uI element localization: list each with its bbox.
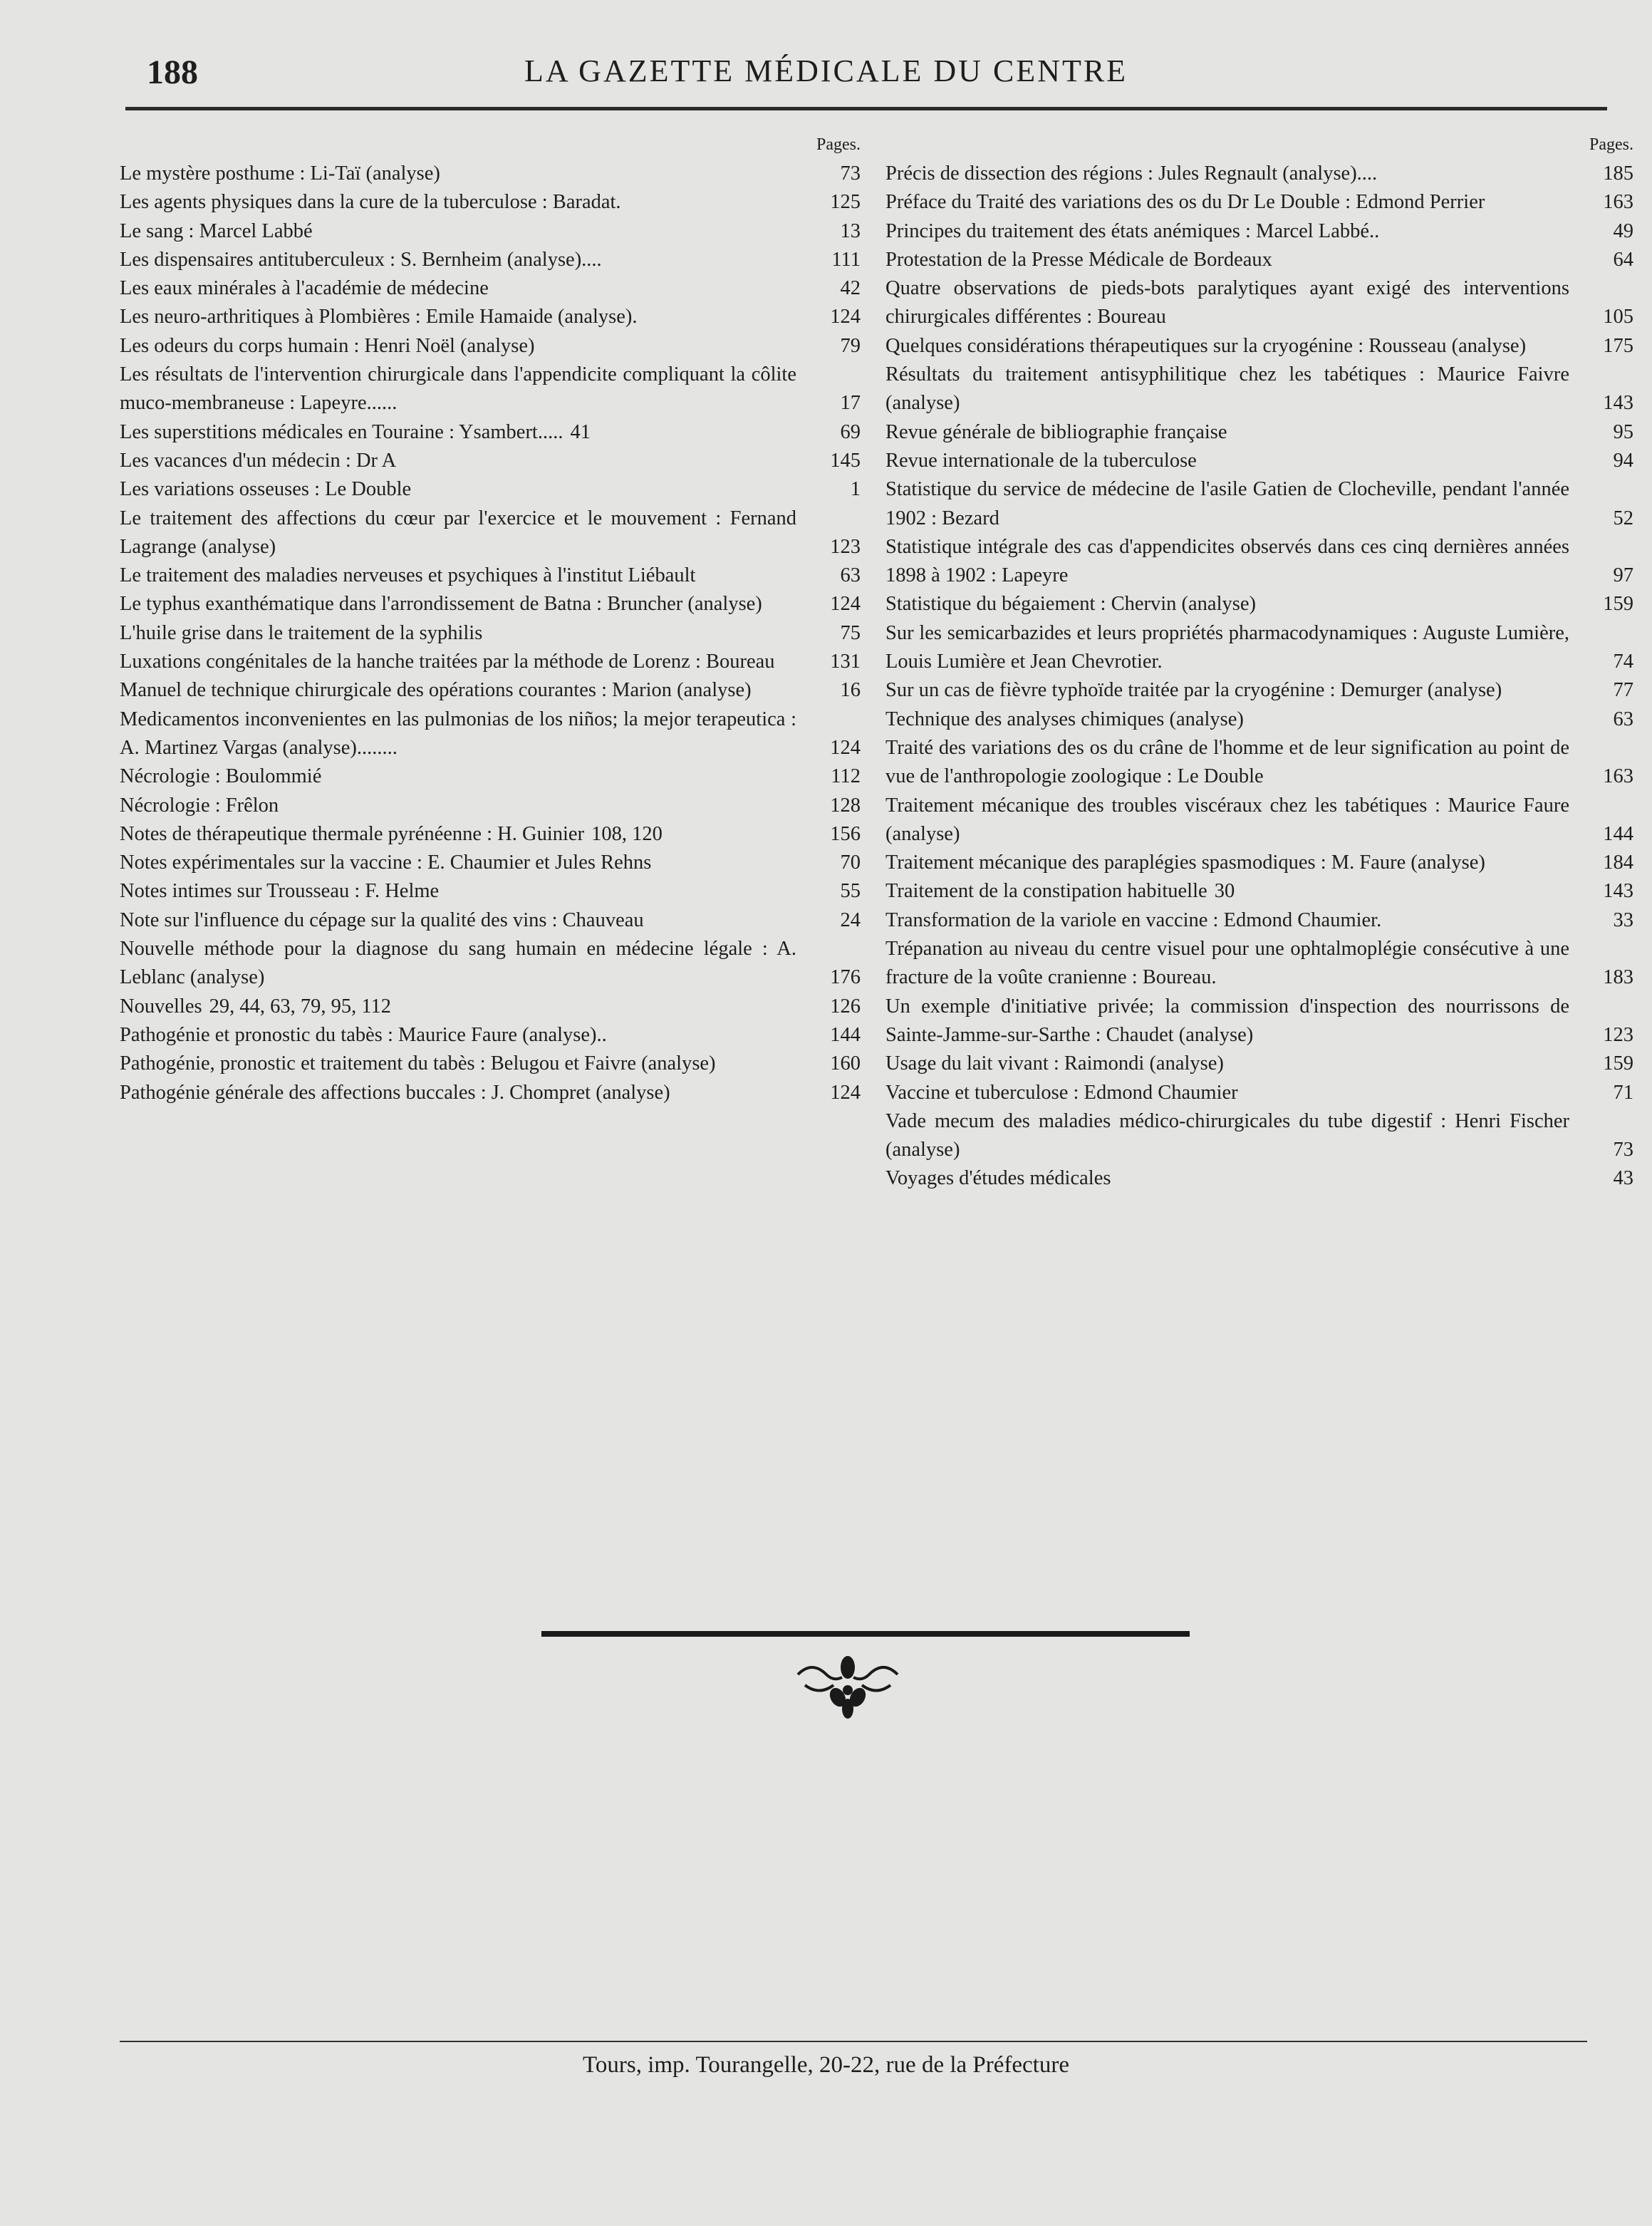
index-entry [120,820,861,849]
entry-extra-pages: 29, 44, 63, 79, 95, 112 [209,995,392,1018]
entry-title: Principes du traitement des états anémiques : Marcel Labbé.. [885,219,1380,242]
index-entry [120,303,861,331]
entry-title: Medicamentos inconvenientes en las pulmonias de los niños; la mejor terapeutica : A. Martinez Vargas (analyse)........ [120,708,796,759]
entry-title: Revue internationale de la tuberculose [885,449,1197,472]
index-list-left [120,160,861,1107]
entry-page-number: 77 [1613,679,1633,702]
header-rule [125,107,1607,110]
index-list-right [885,160,1633,1194]
entry-page-number: 13 [840,219,861,242]
entry-page-number: 70 [840,851,861,874]
entry-page-number: 63 [840,564,861,587]
journal-title: LA GAZETTE MÉDICALE DU CENTRE [524,53,1128,88]
entry-page-number: 16 [840,679,861,702]
pages-label: Pages. [816,135,861,154]
printer-imprint: Tours, imp. Tourangelle, 20-22, rue de la Préfecture [583,2052,1069,2078]
index-entry [885,217,1633,246]
index-entry [885,188,1633,217]
entry-page-number: 185 [1603,162,1633,185]
entry-page-number: 124 [830,593,861,616]
entry-title: Traitement mécanique des paraplégies spasmodiques : M. Faure (analyse) [885,851,1485,874]
index-entry [885,590,1633,618]
entry-page-number: 160 [830,1052,861,1075]
index-entry [885,935,1633,993]
entry-title: Notes expérimentales sur la vaccine : E. Chaumier et Jules Rehns [120,851,652,874]
entry-page-number: 69 [840,420,861,443]
entry-page-number: 124 [830,306,861,328]
entry-title: Protestation de la Presse Médicale de Bordeaux [885,248,1272,271]
index-column-left [120,135,861,1107]
index-entry [120,361,861,418]
entry-page-number: 64 [1613,248,1633,271]
entry-title: Le traitement des maladies nerveuses et psychiques à l'institut Liébault [120,564,696,587]
entry-title: L'huile grise dans le traitement de la syphilis [120,621,483,644]
index-entry [120,619,861,648]
entry-title: Les agents physiques dans la cure de la tuberculose : Baradat. [120,191,621,214]
entry-title: Revue générale de bibliographie française [885,420,1227,443]
index-entry [885,274,1633,332]
index-entry [120,935,861,993]
entry-page-number: 143 [1603,392,1633,415]
entry-title: Statistique du bégaiement : Chervin (analyse) [885,593,1256,616]
entry-title: Les eaux minérales à l'académie de médecine [120,277,489,300]
entry-page-number: 75 [840,621,861,644]
entry-extra-pages: 30 [1214,880,1235,903]
index-entry [120,274,861,303]
entry-title: Préface du Traité des variations des os du Dr Le Double : Edmond Perrier [885,191,1485,214]
index-entry [120,676,861,705]
index-entry [885,418,1633,447]
entry-title: Voyages d'études médicales [885,1167,1111,1190]
entry-page-number: 128 [830,794,861,817]
entry-title: Quelques considérations thérapeutiques sur la cryogénine : Rousseau (analyse) [885,334,1527,357]
entry-page-number: 124 [830,1081,861,1104]
entry-title: Traitement de la constipation habituelle [885,880,1207,903]
index-entry [120,1021,861,1050]
entry-page-number: 111 [831,248,861,271]
entry-title: Manuel de technique chirurgicale des opérations courantes : Marion (analyse) [120,679,752,702]
index-entry [120,993,861,1021]
entry-title: Nouvelle méthode pour la diagnose du sang humain en médecine légale : A. Leblanc (analyse) [120,938,796,989]
entry-title: Le traitement des affections du cœur par l'exercice et le mouvement : Fernand Lagrange (analyse) [120,507,796,558]
index-entry [885,1107,1633,1165]
entry-page-number: 124 [830,736,861,759]
entry-title: Le typhus exanthématique dans l'arrondissement de Batna : Bruncher (analyse) [120,593,762,616]
entry-title: Vaccine et tuberculose : Edmond Chaumier [885,1081,1238,1104]
entry-page-number: 73 [840,162,861,185]
index-entry [120,1079,861,1107]
entry-page-number: 105 [1603,306,1633,328]
entry-title: Trépanation au niveau du centre visuel pour une ophtalmoplégie consécutive à une fracture de la voûte cranienne : Boureau. [885,938,1569,989]
entry-page-number: 175 [1603,334,1633,357]
entry-page-number: 112 [831,765,861,788]
index-entry [120,447,861,475]
entry-page-number: 176 [830,966,861,989]
footer-rule [120,2041,1587,2042]
entry-title: Vade mecum des maladies médico-chirurgicales du tube digestif : Henri Fischer (analyse) [885,1109,1569,1161]
entry-title: Notes intimes sur Trousseau : F. Helme [120,880,440,903]
index-entry [885,361,1633,418]
index-entry [885,533,1633,591]
entry-page-number: 123 [830,535,861,558]
index-entry [885,1079,1633,1107]
entry-page-number: 159 [1603,593,1633,616]
entry-page-number: 49 [1613,219,1633,242]
entry-page-number: 156 [830,822,861,845]
index-entry [120,246,861,274]
entry-title: Le mystère posthume : Li-Taï (analyse) [120,162,440,185]
index-column-right [885,135,1633,1194]
index-entry [885,993,1633,1050]
entry-title: Transformation de la variole en vaccine : Edmond Chaumier. [885,908,1382,931]
page-header [0,41,1652,98]
entry-title: Nécrologie : Boulommié [120,765,322,788]
entry-page-number: 42 [840,277,861,300]
index-entry [120,504,861,562]
index-entry [885,676,1633,705]
index-entry [120,217,861,246]
floral-ornament-icon [791,1646,905,1724]
index-entry [885,906,1633,935]
entry-title: Pathogénie générale des affections buccales : J. Chompret (analyse) [120,1081,670,1104]
index-entry [885,877,1633,906]
entry-page-number: 79 [840,334,861,357]
entry-title: Statistique intégrale des cas d'appendicites observés dans ces cinq dernières années 1898 à 1902 : Lapeyre [885,535,1569,587]
entry-title: Traité des variations des os du crâne de l'homme et de leur signification au point de vue de l'anthropologie zoologique : Le Double [885,736,1569,788]
entry-page-number: 183 [1603,966,1633,989]
index-entry [120,792,861,820]
entry-page-number: 163 [1603,765,1633,788]
index-entry [120,188,861,217]
entry-page-number: 144 [830,1023,861,1046]
entry-page-number: 63 [1613,708,1633,730]
entry-title: Usage du lait vivant : Raimondi (analyse) [885,1052,1224,1075]
entry-title: Les odeurs du corps humain : Henri Noël (analyse) [120,334,535,357]
entry-page-number: 24 [840,908,861,931]
index-entry [120,160,861,188]
entry-title: Sur les semicarbazides et leurs propriétés pharmacodynamiques : Auguste Lumière, Louis Lumière et Jean Chevrotier. [885,621,1569,673]
entry-page-number: 55 [840,880,861,903]
index-entry [120,332,861,361]
entry-title: Pathogénie, pronostic et traitement du tabès : Belugou et Faivre (analyse) [120,1052,716,1075]
page-number: 188 [147,53,198,91]
index-entry [885,734,1633,792]
index-entry [120,849,861,877]
entry-page-number: 43 [1613,1167,1633,1190]
index-entry [120,906,861,935]
entry-title: Un exemple d'initiative privée; la commission d'inspection des nourrissons de Sainte-Jamme-sur-Sarthe : Chaudet (analyse) [885,995,1569,1046]
entry-title: Résultats du traitement antisyphilitique chez les tabétiques : Maurice Faivre (analyse) [885,363,1569,415]
index-entry [120,475,861,504]
entry-page-number: 143 [1603,880,1633,903]
entry-title: Notes de thérapeutique thermale pyrénéenne : H. Guinier [120,822,585,845]
entry-page-number: 71 [1613,1081,1633,1104]
entry-title: Les neuro-arthritiques à Plombières : Emile Hamaide (analyse). [120,306,638,328]
index-entry [120,762,861,791]
index-entry [885,792,1633,849]
index-entry [885,1050,1633,1078]
index-entry [120,877,861,906]
index-entry [120,1050,861,1078]
entry-page-number: 94 [1613,449,1633,472]
index-entry [885,619,1633,677]
index-entry [885,705,1633,734]
index-entry [120,705,861,763]
index-entry [885,447,1633,475]
entry-title: Les vacances d'un médecin : Dr A [120,449,397,472]
entry-page-number: 123 [1603,1023,1633,1046]
index-entry [885,1164,1633,1193]
entry-title: Quatre observations de pieds-bots paralytiques ayant exigé des interventions chirurgicales différentes : Boureau [885,277,1569,328]
entry-title: Statistique du service de médecine de l'asile Gatien de Clocheville, pendant l'année 1902 : Bezard [885,478,1569,529]
entry-page-number: 17 [840,392,861,415]
entry-title: Note sur l'influence du cépage sur la qualité des vins : Chauveau [120,908,644,931]
index-entry [885,475,1633,533]
index-entry [885,332,1633,361]
entry-title: Nécrologie : Frêlon [120,794,279,817]
entry-page-number: 131 [830,651,861,673]
index-entry [885,160,1633,188]
entry-title: Précis de dissection des régions : Jules Regnault (analyse).... [885,162,1378,185]
entry-page-number: 52 [1613,507,1633,529]
entry-title: Traitement mécanique des troubles viscéraux chez les tabétiques : Maurice Faure (analyse) [885,794,1569,845]
entry-title: Les résultats de l'intervention chirurgicale dans l'appendicite compliquant la côlite muco-membraneuse : Lapeyre...... [120,363,796,415]
entry-title: Pathogénie et pronostic du tabès : Maurice Faure (analyse).. [120,1023,607,1046]
entry-title: Nouvelles [120,995,202,1018]
index-entry [120,648,861,676]
entry-title: Technique des analyses chimiques (analyse) [885,708,1244,730]
entry-page-number: 144 [1603,822,1633,845]
index-entry [120,561,861,590]
entry-page-number: 163 [1603,191,1633,214]
pages-label: Pages. [1589,135,1633,154]
index-entry [120,590,861,618]
entry-title: Les superstitions médicales en Touraine : Ysambert..... [120,420,563,443]
entry-extra-pages: 41 [570,420,591,443]
entry-page-number: 33 [1613,908,1633,931]
entry-extra-pages: 108, 120 [591,822,663,845]
section-divider [541,1631,1190,1637]
entry-page-number: 74 [1613,651,1633,673]
entry-title: Les variations osseuses : Le Double [120,478,412,501]
entry-page-number: 126 [830,995,861,1018]
entry-page-number: 145 [830,449,861,472]
index-entry [885,246,1633,274]
entry-page-number: 1 [850,478,861,501]
entry-page-number: 95 [1613,420,1633,443]
index-entry [885,849,1633,877]
entry-page-number: 184 [1603,851,1633,874]
entry-title: Les dispensaires antituberculeux : S. Bernheim (analyse).... [120,248,602,271]
entry-page-number: 73 [1613,1139,1633,1161]
entry-page-number: 159 [1603,1052,1633,1075]
entry-page-number: 125 [830,191,861,214]
entry-title: Sur un cas de fièvre typhoïde traitée par la cryogénine : Demurger (analyse) [885,679,1502,702]
index-entry [120,418,861,447]
entry-page-number: 97 [1613,564,1633,587]
entry-title: Le sang : Marcel Labbé [120,219,313,242]
entry-title: Luxations congénitales de la hanche traitées par la méthode de Lorenz : Boureau [120,651,775,673]
